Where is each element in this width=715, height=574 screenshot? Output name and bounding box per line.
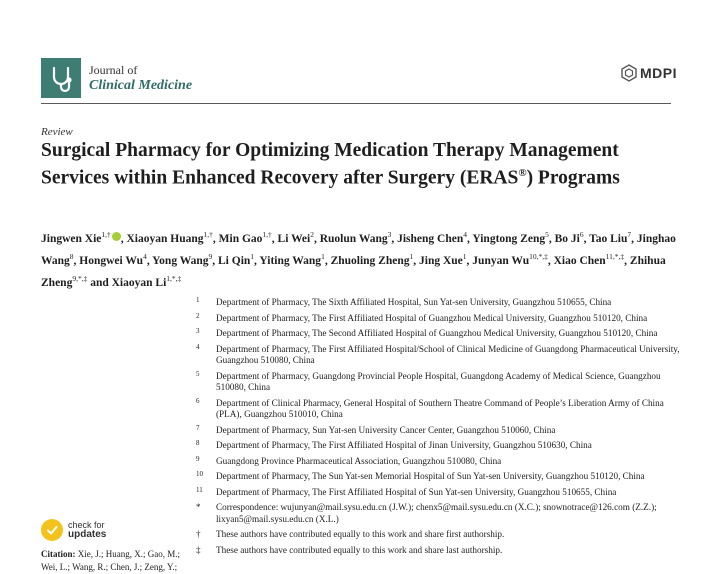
affiliation-text: Department of Clinical Pharmacy, General Hospital of Southern Theatre Command of People’s Liberation Army of China (PLA), Guangzhou 510010, China [216,397,664,419]
author-separator: and [87,276,112,289]
author-name[interactable]: Jingwen Xie [41,232,102,245]
author-separator: , [547,254,554,267]
affiliation-text: Guangdong Province Pharmaceutical Association, Guangzhou 510080, China [216,455,502,466]
affiliation-item [196,328,686,340]
affiliation-text: Department of Pharmacy, The First Affiliated Hospital/School of Clinical Medicine of Guangdong Pharmaceutical University, Guangzhou 510080, China [216,343,680,365]
author-affiliation-marks: 8 [69,251,74,261]
affiliation-item [196,545,686,557]
author-affiliation-marks: 2 [310,230,314,239]
author-affiliation-marks: 1 [462,251,467,261]
author-separator: , [120,232,127,245]
header-divider [41,103,671,104]
citation-text: Xie, J.; Huang, X.; Gao, M.; Wei, L.; Wang, R.; Chen, J.; Zeng, Y.; [41,549,180,572]
author-separator: , [467,232,473,245]
citation-label: Citation: [41,549,76,559]
author-separator: , [548,232,555,245]
author-separator: , [212,232,219,245]
affiliation-marker: 3 [196,327,200,335]
author-affiliation-marks: 9,*,‡ [72,273,88,283]
affiliation-item [196,398,686,421]
orcid-icon[interactable] [112,232,121,241]
author-name[interactable]: Li Qin [218,254,251,267]
affiliation-item [196,502,686,525]
article-title [41,140,681,190]
affiliation-text: Department of Pharmacy, Sun Yat-sen University Cancer Center, Guangzhou 510060, China [216,424,556,435]
author-name[interactable]: Xiaoyan Huang [126,232,204,245]
author-separator: , [212,254,219,267]
author-affiliation-marks: 3 [387,230,392,239]
affiliation-marker: ‡ [196,544,201,555]
affiliation-marker: 5 [196,369,200,378]
author-separator: , [631,232,637,245]
author-name[interactable]: Tao Liu [589,232,628,245]
journal-name: Clinical Medicine [89,78,193,93]
author-affiliation-marks: 4 [463,230,468,239]
author-name[interactable]: Zhuoling Zheng [330,254,410,267]
mdpi-emblem-icon [620,64,638,82]
affiliation-marker: 4 [196,342,200,351]
affiliation-text: Correspondence: wujunyan@mail.sysu.edu.cn (J.W.); chenx5@mail.sysu.edu.cn (X.C.); snownotrace@126.com (Z.Z.); lixyan5@mail.sysu.edu.cn (X.L.) [216,502,657,524]
author-affiliation-marks: 1 [409,251,414,261]
author-affiliation-marks: 1 [250,251,255,261]
publisher-name: MDPI [640,65,677,81]
affiliation-item [196,487,686,499]
author-name[interactable]: Junyan Wu [472,254,530,267]
author-name[interactable]: Yong Wang [152,254,209,267]
affiliation-text: These authors have contributed equally to this work and share last authorship. [216,544,503,555]
author-affiliation-marks: 9 [208,251,213,261]
affiliation-marker: † [196,529,201,539]
affiliation-text: Department of Pharmacy, The Sixth Affiliated Hospital, Sun Yat-sen University, Guangzhou 510655, China [216,297,612,307]
title-registered-mark: ® [518,167,527,179]
affiliation-text: Department of Pharmacy, The First Affiliated Hospital of Jinan University, Guangzhou 510630, China [216,440,592,450]
journal-prefix: Journal of [89,63,138,77]
author-affiliation-marks: 1,† [101,230,111,239]
author-affiliation-marks: 1,† [262,230,272,239]
affiliation-text: Department of Pharmacy, The First Affiliated Hospital of Sun Yat-sen University, Guangzhou 510655, China [216,486,617,497]
affiliation-text: Department of Pharmacy, Guangdong Provincial People Hospital, Guangdong Academy of Medical Science, Guangzhou 510080, China [216,370,661,392]
author-separator: , [73,254,80,267]
publisher-logo[interactable] [620,64,677,82]
affiliation-marker: 7 [196,423,200,432]
author-affiliation-marks: 7 [627,230,632,239]
affiliation-text: These authors have contributed equally to this work and share first authorship. [216,529,505,539]
author-name[interactable]: Xiao Chen [553,254,606,267]
author-separator: , [271,232,278,245]
author-separator: , [146,254,153,267]
author-affiliation-marks: 11,*,‡ [605,251,625,261]
affiliation-marker: 10 [196,470,203,478]
checkmark-icon [41,519,63,541]
author-name[interactable]: Xiaoyan Li [111,276,167,289]
affiliation-item [196,344,686,367]
author-affiliation-marks: 5 [545,230,549,239]
affiliation-marker: 8 [196,439,200,447]
author-affiliation-marks: 6 [579,230,584,239]
author-separator: , [624,254,630,267]
article-type: Review [41,126,73,138]
affiliation-item [196,425,686,437]
affiliation-list [196,297,686,560]
affiliation-item [196,471,686,483]
check-updates-line1: check for [68,520,105,530]
affiliation-text: Department of Pharmacy, The Second Affiliated Hospital of Guangzhou Medical University, Guangzhou 510120, China [216,328,658,338]
check-updates-line2: updates [68,529,107,540]
author-affiliation-marks: 1,*,‡ [166,273,182,283]
author-separator: , [254,254,260,267]
affiliation-marker: 11 [196,485,203,494]
author-name[interactable]: Yiting Wang [259,254,322,267]
check-for-updates-badge[interactable] [41,519,106,541]
author-name[interactable]: Zhihua Zheng [41,254,666,289]
author-affiliation-marks: 1 [321,251,325,261]
author-name[interactable]: Bo Ji [554,232,580,245]
author-name[interactable]: Hongwei Wu [79,254,144,267]
author-separator: , [324,254,331,267]
author-separator: , [583,232,590,245]
title-end: ) Programs [526,167,620,189]
stethoscope-icon [41,58,81,98]
affiliation-item [196,313,686,325]
author-affiliation-marks: 4 [143,251,147,261]
author-separator: , [313,232,320,245]
author-name[interactable]: Jisheng Chen [397,232,464,245]
author-list [41,226,691,291]
affiliation-item [196,456,686,468]
author-separator: , [466,254,473,267]
author-name[interactable]: Jing Xue [419,254,463,267]
affiliation-item [196,440,686,452]
journal-logo[interactable] [41,58,192,98]
affiliation-item [196,371,686,394]
affiliation-marker: 1 [196,296,200,304]
author-separator: , [391,232,398,245]
author-name[interactable]: Ruolun Wang [319,232,388,245]
author-name[interactable]: Jinghao Wang [41,232,676,267]
affiliation-item [196,529,686,541]
affiliation-text: Department of Pharmacy, The First Affiliated Hospital of Guangzhou Medical University, Guangzhou 510120, China [216,312,648,323]
author-name[interactable]: Li Wei [277,232,311,245]
affiliation-text: Department of Pharmacy, The Sun Yat-sen Memorial Hospital of Sun Yat-sen University, Guangzhou 510120, China [216,471,645,481]
author-affiliation-marks: 1,† [203,230,213,239]
affiliation-marker: * [196,502,201,512]
affiliation-marker: 6 [196,396,200,405]
citation [41,548,191,574]
author-name[interactable]: Yingtong Zeng [472,232,546,245]
author-separator: , [413,254,420,267]
author-name[interactable]: Min Gao [218,232,263,245]
affiliation-item [196,297,686,309]
author-affiliation-marks: 10,*,‡ [529,251,548,261]
affiliation-marker: 9 [196,454,200,463]
title-main: Surgical Pharmacy for Optimizing Medication Therapy Management Services within Enhanced Recovery after Surgery (ERAS [41,140,619,189]
affiliation-marker: 2 [196,311,200,320]
